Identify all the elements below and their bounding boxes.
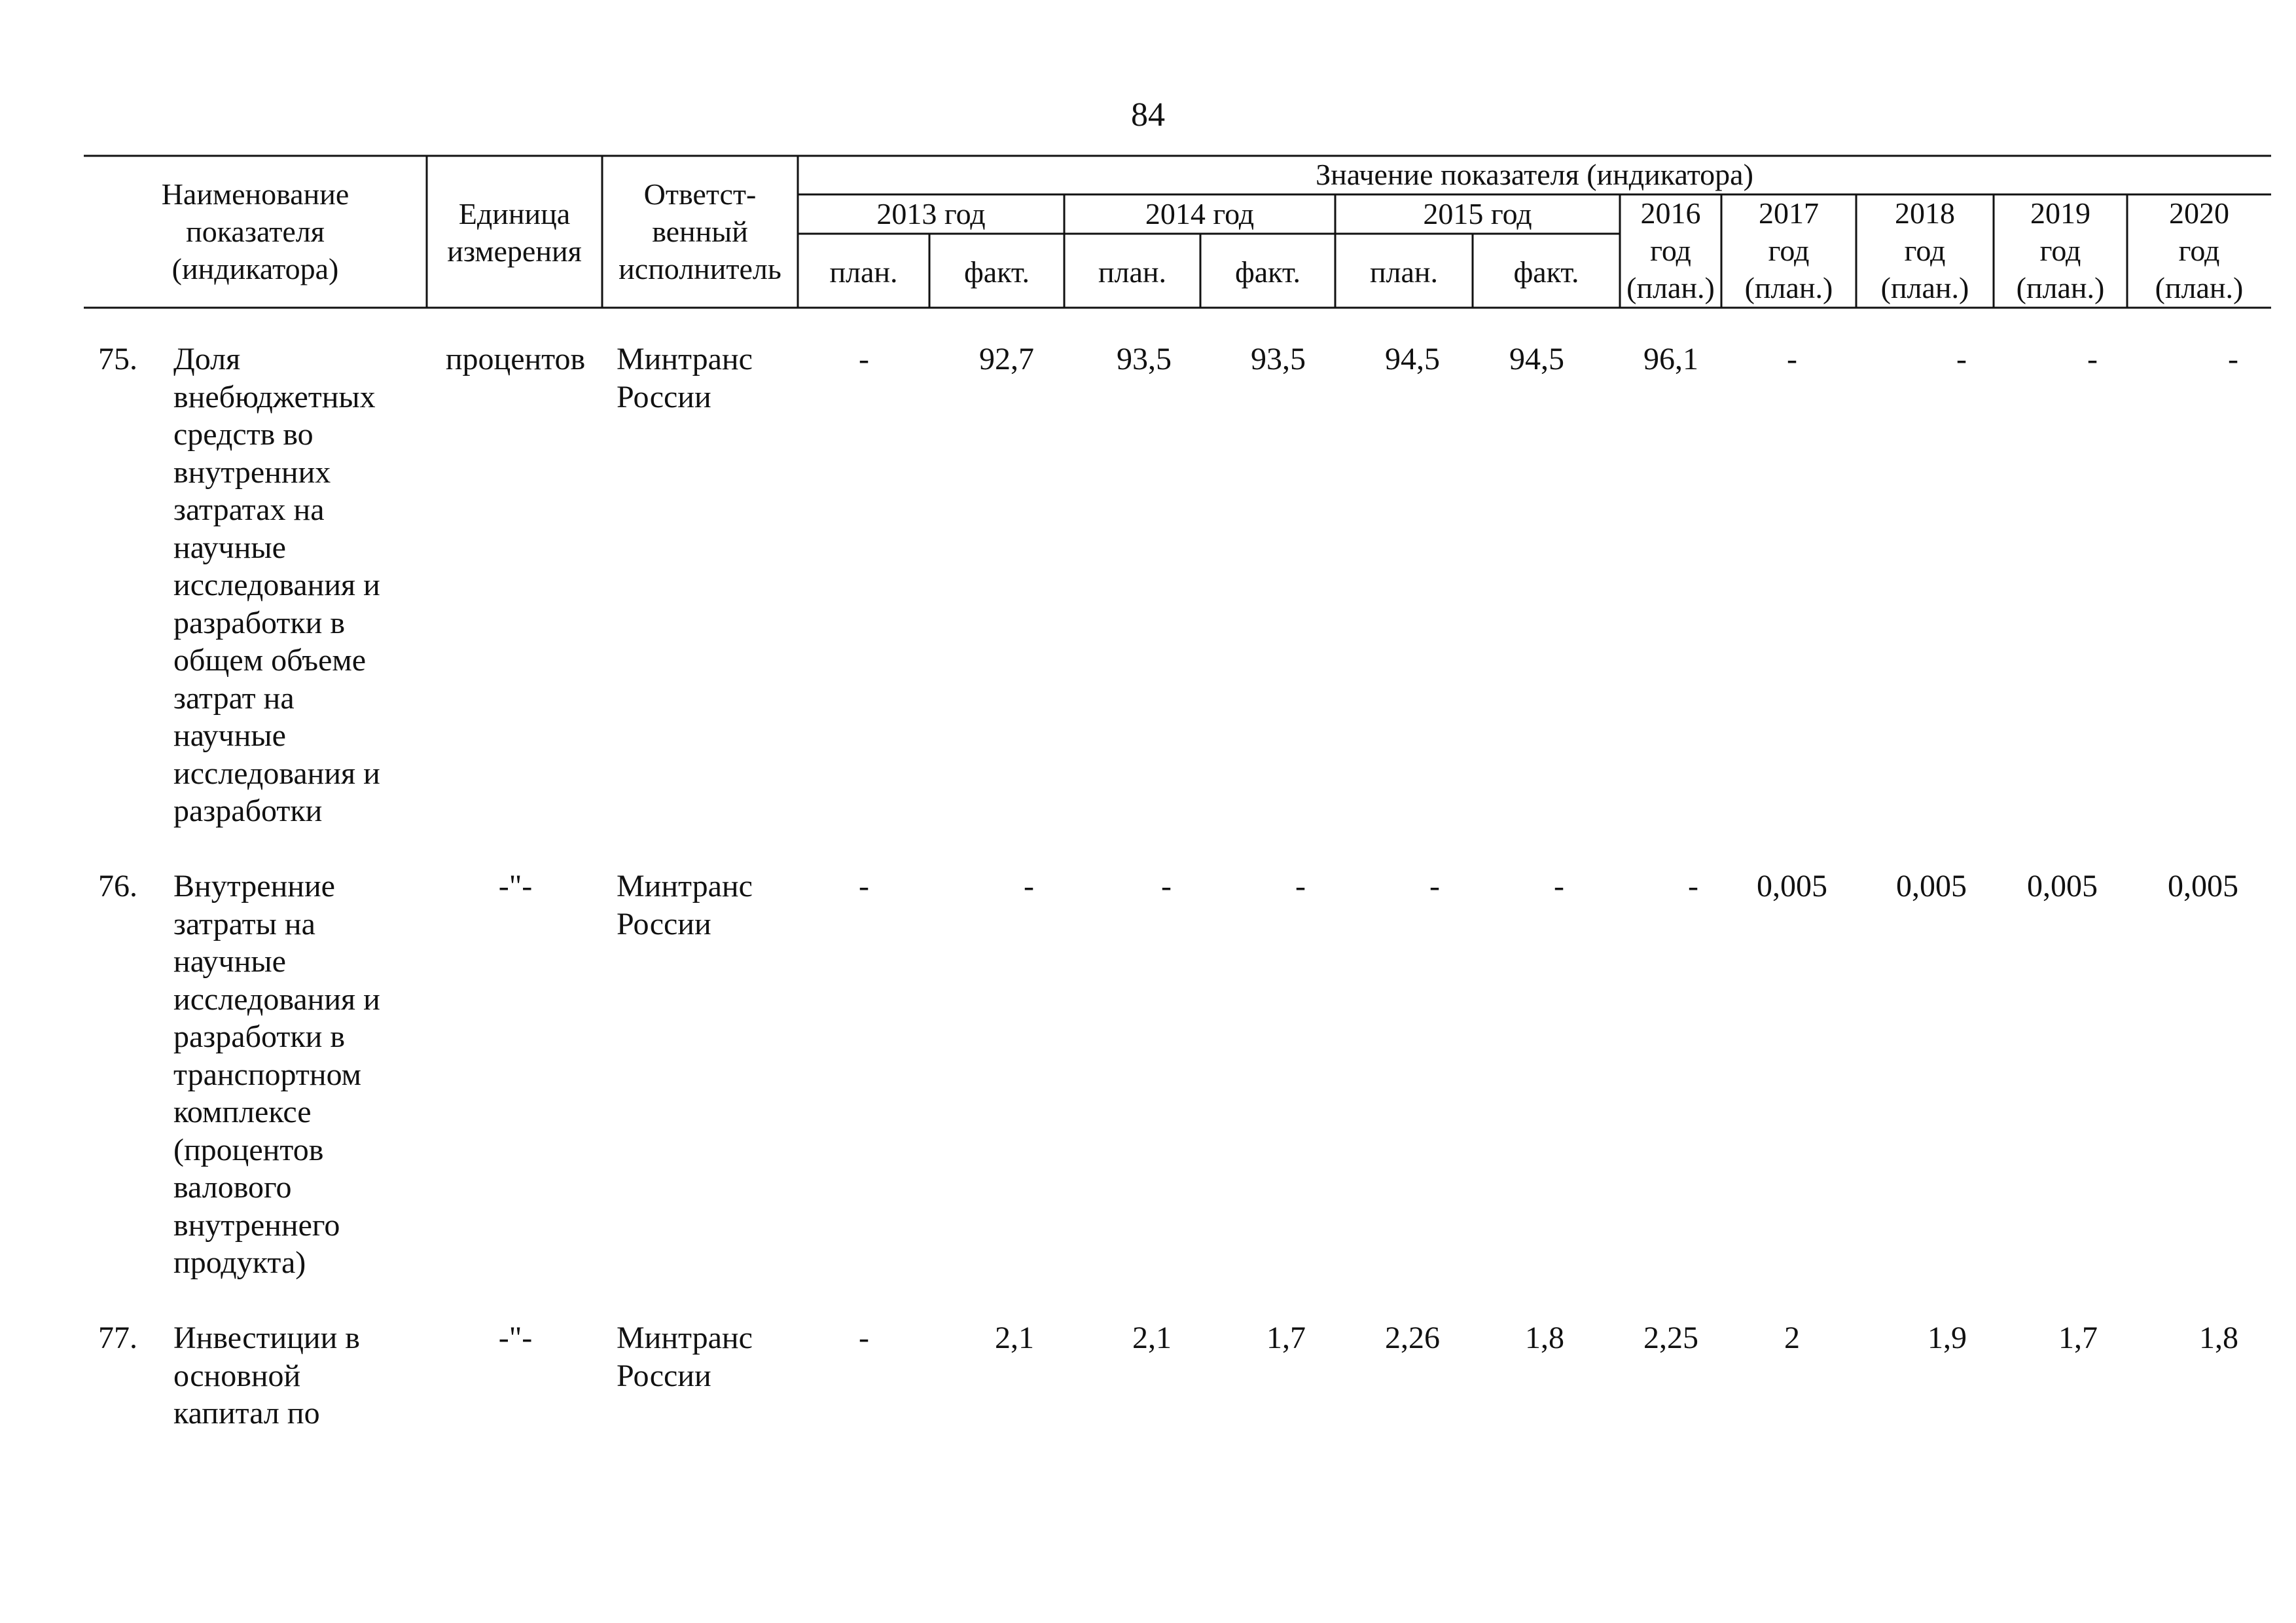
row-value: 0,005 (2027, 869, 2098, 903)
row-number: 77. (98, 1321, 137, 1355)
row-responsible: Минтранс России (617, 342, 753, 414)
header-2017: 2017 год (план.) (1744, 196, 1833, 304)
row-value: - (1688, 869, 1698, 903)
row-value: - (859, 1321, 869, 1355)
row-value: 92,7 (979, 342, 1034, 376)
header-plan-2014: план. (1098, 255, 1167, 289)
row-value: - (859, 342, 869, 376)
row-value: 2,25 (1643, 1321, 1698, 1355)
row-name: Внутренние затраты на научные исследования и разработки в транспортном комплексе (процентов валового внутреннего продукта) (173, 869, 380, 1280)
row-value: 0,005 (1757, 869, 1827, 903)
header-responsible: Ответст- венный исполнитель (619, 177, 781, 285)
row-unit: -"- (498, 1321, 533, 1355)
row-value: 2,1 (1132, 1321, 1172, 1355)
row-responsible: Минтранс России (617, 1321, 753, 1393)
row-value: 0,005 (2168, 869, 2238, 903)
row-value: 2,1 (995, 1321, 1034, 1355)
row-unit: процентов (445, 342, 586, 376)
header-fact-2015: факт. (1513, 255, 1579, 289)
page-number: 84 (1131, 96, 1165, 134)
row-value: 96,1 (1643, 342, 1698, 376)
row-value: - (1295, 869, 1306, 903)
row-value: - (1554, 869, 1564, 903)
row-value: - (2228, 342, 2238, 376)
row-value: 1,9 (1928, 1321, 1967, 1355)
header-unit: Единица измерения (447, 197, 582, 268)
row-value: - (859, 869, 869, 903)
header-year-2014: 2014 год (1145, 197, 1255, 230)
row-value: - (2087, 342, 2098, 376)
row-value: 1,7 (2058, 1321, 2098, 1355)
row-unit: -"- (498, 869, 533, 903)
row-responsible: Минтранс России (617, 869, 753, 941)
header-2016: 2016 год (план.) (1626, 196, 1715, 304)
row-value: 2 (1784, 1321, 1800, 1355)
header-2020: 2020 год (план.) (2155, 196, 2244, 304)
header-value-group: Значение показателя (индикатора) (1316, 158, 1753, 191)
row-value: 1,7 (1266, 1321, 1306, 1355)
row-name: Доля внебюджетных средств во внутренних затратах на научные исследования и разработки в общем объеме затрат на научные исследования и разработки (173, 342, 380, 828)
header-plan-2015: план. (1369, 255, 1439, 289)
row-value: - (1787, 342, 1797, 376)
header-2019: 2019 год (план.) (2016, 196, 2105, 304)
header-year-2013: 2013 год (876, 197, 986, 230)
row-value: - (1429, 869, 1440, 903)
row-name: Инвестиции в основной капитал по (173, 1321, 360, 1431)
row-value: - (1956, 342, 1967, 376)
row-value: 93,5 (1251, 342, 1306, 376)
row-value: - (1024, 869, 1034, 903)
row-number: 76. (98, 869, 137, 903)
row-value: - (1161, 869, 1172, 903)
row-value: 93,5 (1117, 342, 1172, 376)
header-fact-2014: факт. (1234, 255, 1301, 289)
row-value: 1,8 (2199, 1321, 2238, 1355)
header-2018: 2018 год (план.) (1880, 196, 1969, 304)
header-fact-2013: факт. (963, 255, 1030, 289)
row-value: 94,5 (1385, 342, 1440, 376)
row-number: 75. (98, 342, 137, 376)
row-value: 2,26 (1385, 1321, 1440, 1355)
row-value: 0,005 (1896, 869, 1967, 903)
header-year-2015: 2015 год (1423, 197, 1532, 230)
row-value: 1,8 (1525, 1321, 1564, 1355)
row-value: 94,5 (1509, 342, 1564, 376)
header-plan-2013: план. (829, 255, 898, 289)
header-name: Наименование показателя (индикатора) (161, 177, 350, 285)
